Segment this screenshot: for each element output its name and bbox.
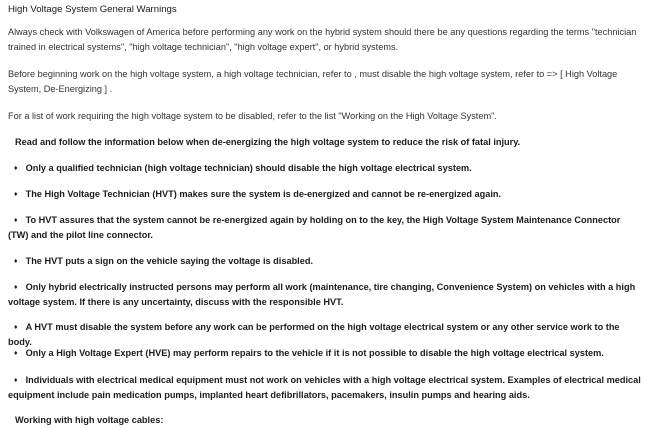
diamond-bullet-icon: ♦ [14, 324, 18, 331]
bullet-item [8, 373, 642, 403]
document-title: High Voltage System General Warnings [8, 4, 177, 15]
intro-paragraph-before-work: Before beginning work on the high voltage system, a high voltage technician, refer to , must disable the high voltage system, refer to => [ High Voltage System, De-Energizing ] . [8, 69, 618, 94]
bullet-text: Only a High Voltage Expert (HVE) may perform repairs to the vehicle if it is not possible to disable the high voltage electrical system. [25, 348, 604, 358]
intro-paragraph-work-list: For a list of work requiring the high voltage system to be disabled, refer to the list "Working on the High Voltage System". [8, 111, 497, 121]
bullet-text: Only a qualified technician (high voltage technician) should disable the high voltage electrical system. [25, 163, 472, 173]
diamond-bullet-icon: ♦ [14, 377, 18, 384]
bullet-text: To HVT assures that the system cannot be re-energized again by holding on to the key, the High Voltage System Maintenance Connector (TW) and the pilot line connector. [8, 215, 621, 240]
instruction-paragraph: Read and follow the information below when de-energizing the high voltage system to reduce the risk of fatal injury. [15, 137, 521, 147]
bullet-text: The High Voltage Technician (HVT) makes sure the system is de-energized and cannot be re-energized again. [25, 189, 502, 199]
bullet-item [8, 280, 642, 310]
diamond-bullet-icon: ♦ [14, 284, 18, 291]
diamond-bullet-icon: ♦ [14, 165, 18, 172]
bullet-item [8, 161, 642, 176]
bullet-text: The HVT puts a sign on the vehicle saying the voltage is disabled. [25, 256, 314, 266]
bullet-item [8, 187, 642, 202]
diamond-bullet-icon: ♦ [14, 258, 18, 265]
bullet-item [8, 346, 642, 361]
diamond-bullet-icon: ♦ [14, 217, 18, 224]
intro-paragraph-contact: Always check with Volkswagen of America before performing any work on the hybrid system should there be any questions regarding the terms "technician trained in electrical systems", "high voltage technician", "high voltage expert", or hybrid systems. [8, 27, 637, 52]
cables-heading: Working with high voltage cables: [15, 415, 164, 425]
bullet-item [8, 213, 642, 243]
diamond-bullet-icon: ♦ [14, 191, 18, 198]
bullet-text: Only hybrid electrically instructed persons may perform all work (maintenance, tire changing, Convenience System) on vehicles with a high voltage system. If there is any uncertainty, discuss with the responsible HVT. [8, 282, 636, 307]
bullet-text: A HVT must disable the system before any work can be performed on the high voltage electrical system or any other service work to the body. [8, 322, 620, 347]
diamond-bullet-icon: ♦ [14, 350, 18, 357]
bullet-item [8, 254, 642, 269]
bullet-text: Individuals with electrical medical equipment must not work on vehicles with a high voltage electrical system. Examples of electrical medical equipment include pain medication pumps, implanted heart defibrillators, pacemakers, insulin pumps and hearing aids. [8, 375, 641, 400]
